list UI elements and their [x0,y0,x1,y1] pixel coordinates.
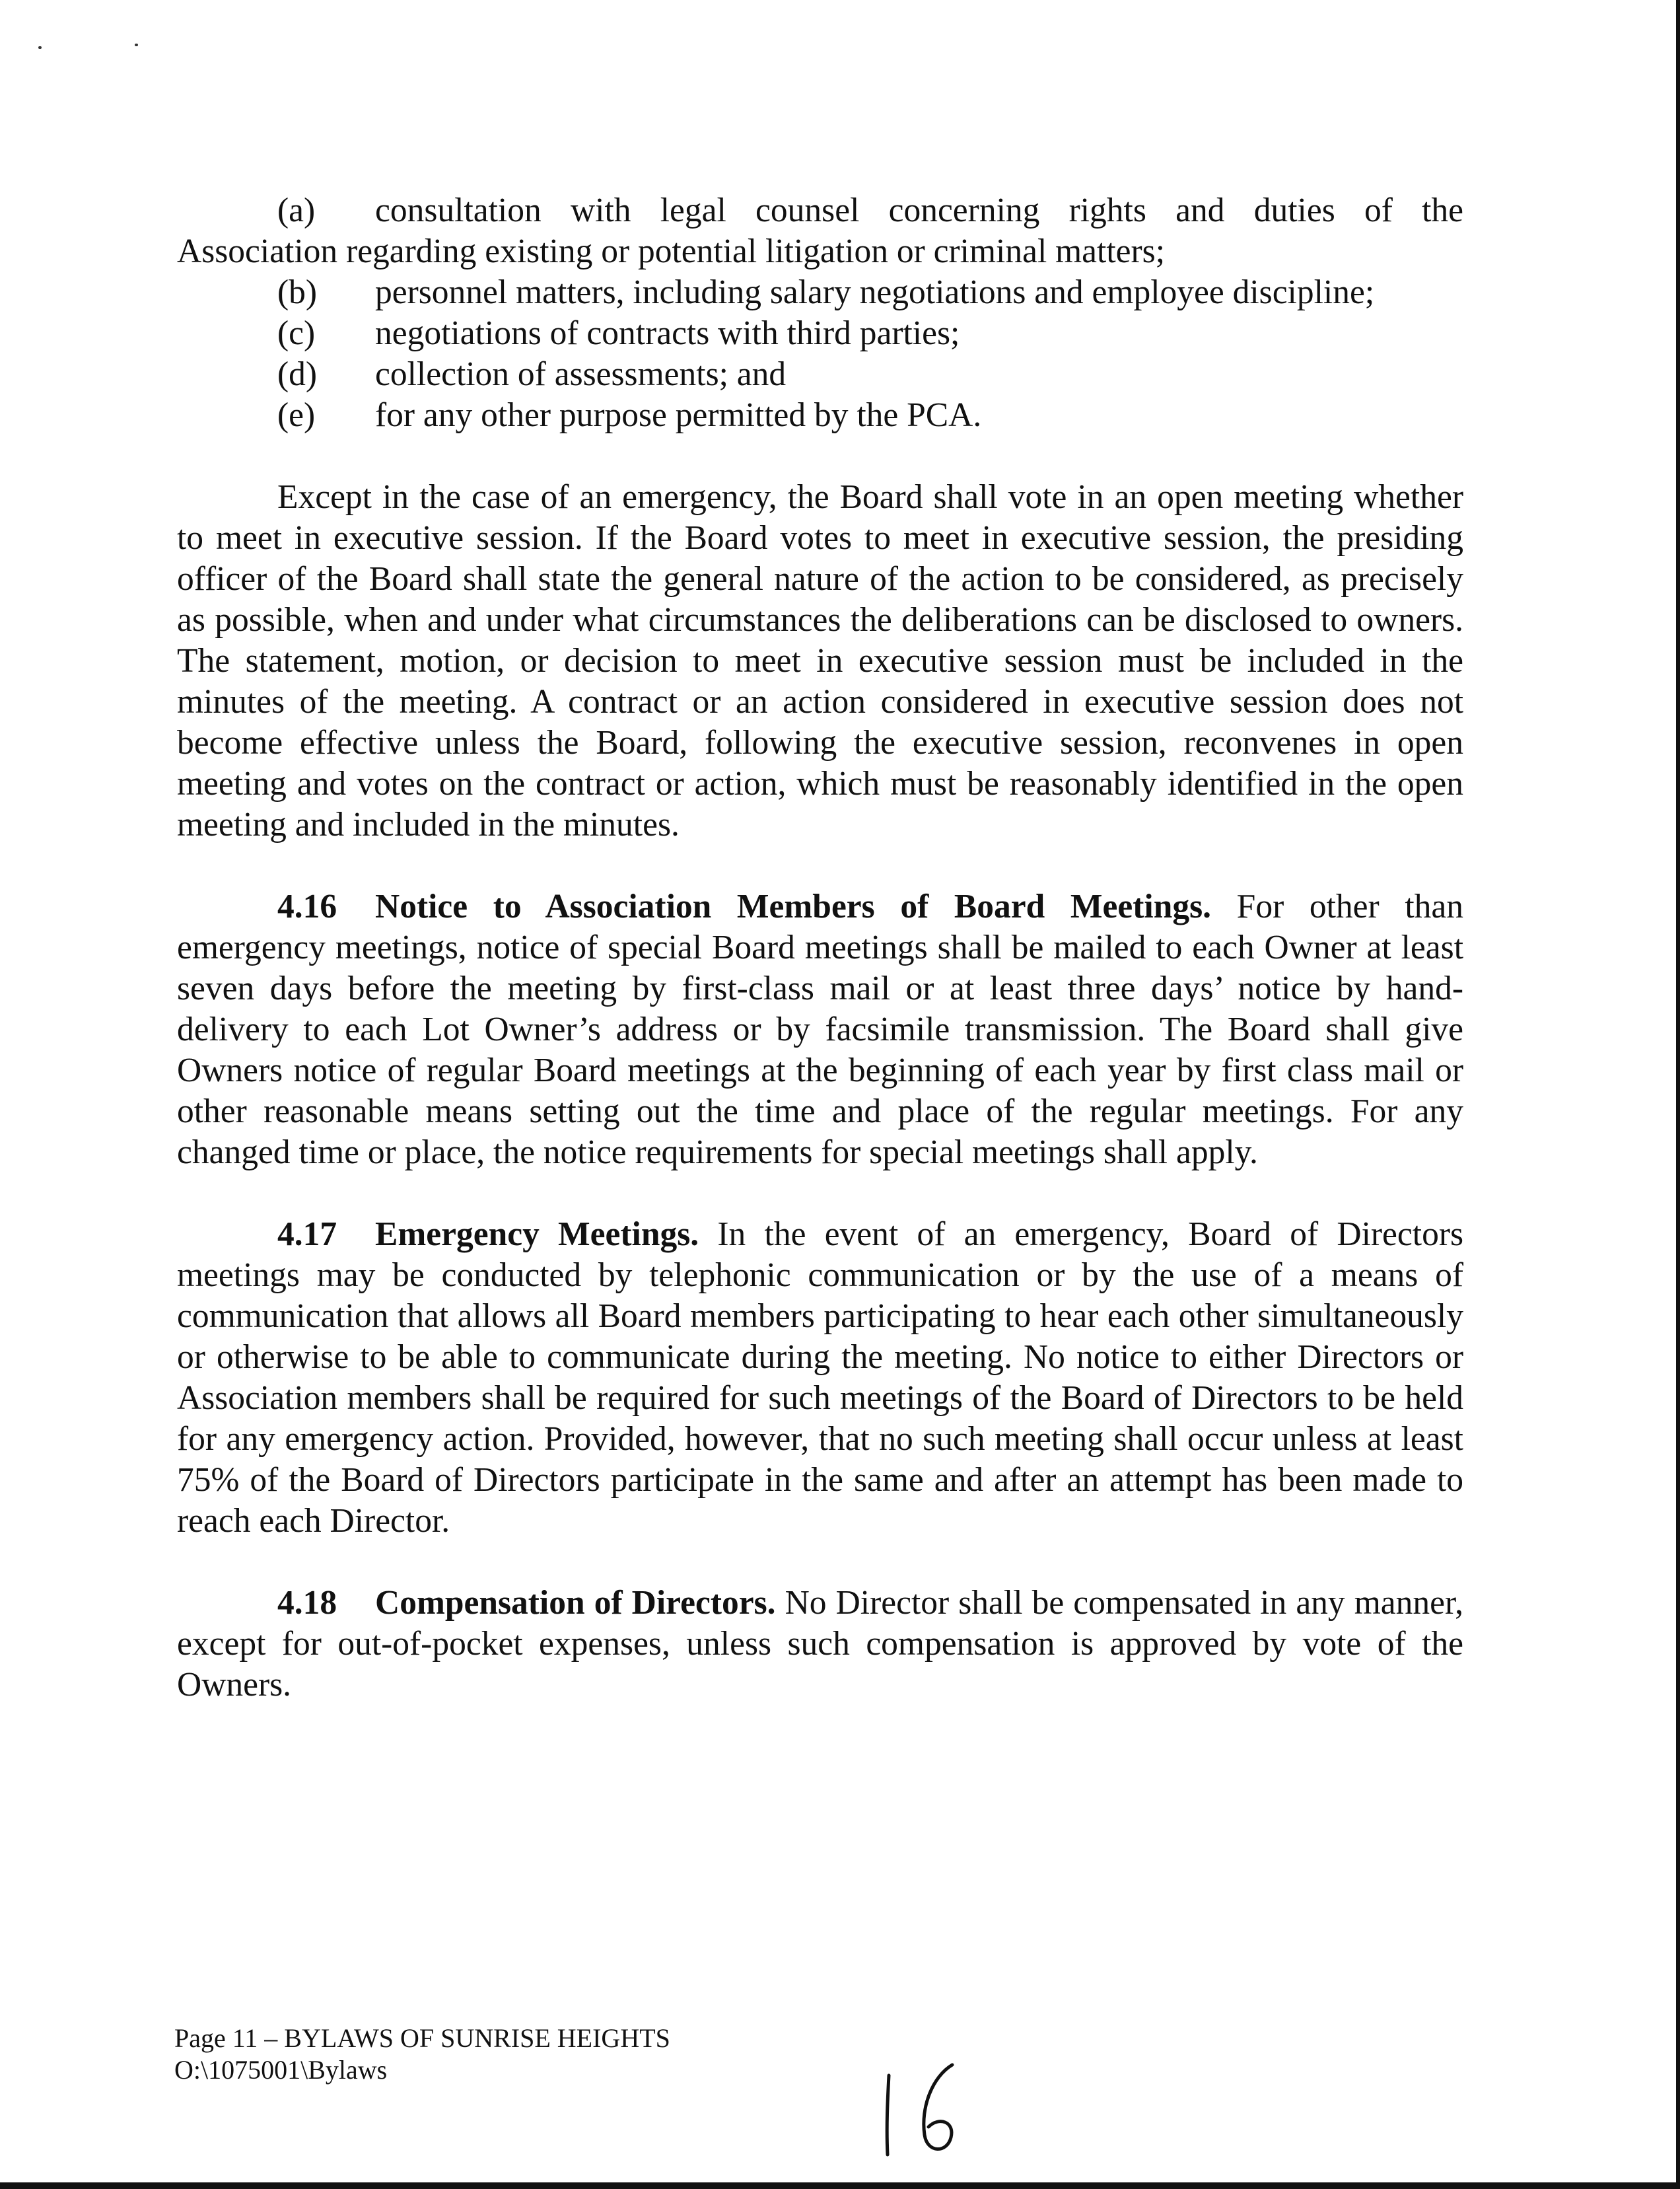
section-title: Emergency Meetings. [375,1215,699,1253]
list-text: negotiations of contracts with third parties; [375,314,960,352]
list-label: (c) [277,314,316,352]
executive-session-paragraph: Except in the case of an emergency, the Board shall vote in an open meeting whether to meet in executive session. If the Board votes to meet in executive session, the presiding officer of the Board shall state the general nature of the action to be considered, as precisely as possible, when and under what circumstances the deliberations can be disclosed to owners. The statement, motion, or decision to meet in executive session must be included in the minutes of the meeting. A contract or an action considered in executive session does not become effective unless the Board, following the executive session, reconvenes in open meeting and votes on the contract or action, which must be reasonably identified in the open meeting and included in the minutes. [177,478,1463,843]
list-item-a-continuation: Association regarding existing or potential litigation or criminal matters; [177,233,1166,270]
handwritten-stroke-six [924,2065,952,2149]
document-body [177,190,1463,1705]
section-title: Notice to Association Members of Board Meetings. [375,888,1212,925]
list-text: consultation with legal counsel concerning rights and duties of the [375,192,1463,229]
handwritten-stroke-one [887,2075,889,2155]
list-label: (e) [277,396,316,434]
footer-file-path: O:\1075001\Bylaws [174,2055,388,2085]
section-number: 4.17 [277,1215,337,1253]
list-item-d [177,354,1463,395]
list-item-e [177,395,1463,436]
list-text: personnel matters, including salary negotiations and employee discipline; [375,273,1375,311]
page-footer [174,2023,670,2086]
handwritten-page-number [878,2061,964,2160]
section-number: 4.16 [277,888,337,925]
section-4-18 [177,1583,1463,1705]
section-body: In the event of an emergency, Board of Directors meetings may be conducted by telephonic communication or by the use of a means of communication that allows all Board members participating to hear each other simultaneously or otherwise to be able to communicate during the meeting. No notice to either Directors or Association members shall be required for such meetings of the Board of Directors to be held for any emergency action. Provided, however, that no such meeting shall occur unless at least 75% of the Board of Directors participate in the same and after an attempt has been made to reach each Director. [177,1215,1464,1540]
list-item-a [177,190,1463,231]
list-text: collection of assessments; and [375,355,787,393]
list-label: (d) [277,355,318,393]
list-text: for any other purpose permitted by the PCA. [375,396,982,434]
footer-page-title: Page 11 – BYLAWS OF SUNRISE HEIGHTS [174,2023,670,2053]
section-body: No Director shall be compensated in any manner, except for out-of-pocket expenses, unless such compensation is approved by vote of the Owners. [177,1584,1463,1704]
list-item-c [177,313,1463,354]
section-4-16 [177,886,1463,1173]
scan-speck [135,44,138,46]
list-item-b [177,272,1463,313]
section-4-17 [177,1214,1463,1542]
list-label: (b) [277,273,318,311]
section-number: 4.18 [277,1584,337,1622]
section-title: Compensation of Directors. [375,1584,776,1622]
section-body: For other than emergency meetings, notice of special Board meetings shall be mailed to each Owner at least seven days before the meeting by first-class mail or at least three days’ notice by hand-delivery to each Lot Owner’s address or by facsimile transmission. The Board shall give Owners notice of regular Board meetings at the beginning of each year by first class mail or other reasonable means setting out the time and place of the regular meetings. For any changed time or place, the notice requirements for special meetings shall apply. [177,888,1464,1171]
scan-speck [38,46,42,49]
list-label: (a) [277,192,316,229]
